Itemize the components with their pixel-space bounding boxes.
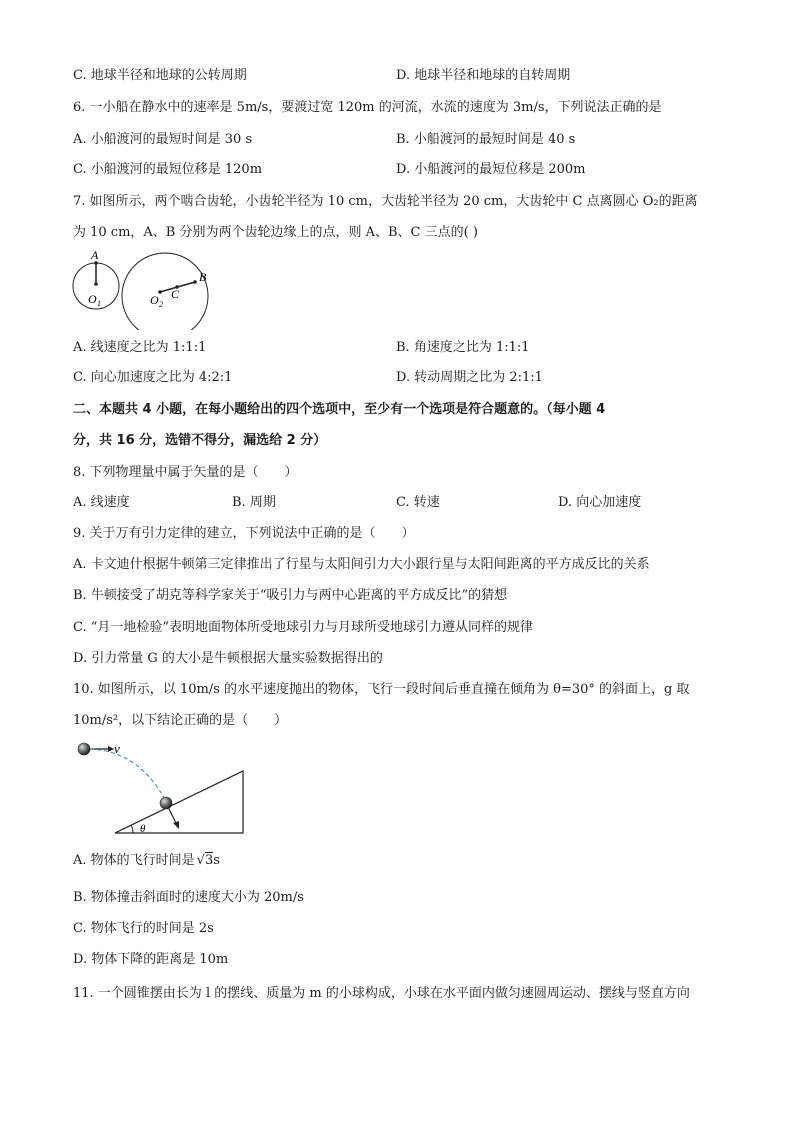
q10-option-d: D. 物体下降的距离是 10m bbox=[73, 952, 229, 967]
label-b: B bbox=[199, 270, 207, 284]
q9-option-d: D. 引力常量 G 的大小是牛顿根据大量实验数据得出的 bbox=[73, 651, 383, 666]
q10-option-b: B. 物体撞击斜面时的速度大小为 20m/s bbox=[73, 890, 304, 905]
gears-figure bbox=[68, 245, 218, 330]
q10-stem-line1: 10. 如图所示，以 10m/s 的水平速度抛出的物体，飞行一段时间后垂直撞在倾角为 θ=30° 的斜面上，g 取 bbox=[73, 682, 690, 697]
q7-option-a: A. 线速度之比为 1:1:1 bbox=[73, 340, 207, 355]
q8-option-d: D. 向心加速度 bbox=[558, 495, 642, 510]
q6-option-d: D. 小船渡河的最短位移是 200m bbox=[396, 162, 586, 177]
q11-stem: 11. 一个圆锥摆由长为 l 的摆线、质量为 m 的小球构成，小球在水平面内做匀速圆周运动、摆线与竖直方向 bbox=[73, 986, 690, 1001]
section-2-heading-line1: 二、本题共 4 小题，在每小题给出的四个选项中，至少有一个选项是符合题意的。（每小题 4 bbox=[73, 402, 606, 417]
incline-projectile-figure bbox=[70, 737, 250, 841]
q9-stem: 9. 关于万有引力定律的建立，下列说法中正确的是（ ） bbox=[73, 526, 415, 541]
q6-stem: 6. 一小船在静水中的速率是 5m/s，要渡过宽 120m 的河流，水流的速度为 3m/s，下列说法正确的是 bbox=[73, 100, 662, 115]
label-o2-sub: 2 bbox=[159, 300, 163, 309]
label-a: A bbox=[91, 248, 99, 262]
q7-option-b: B. 角速度之比为 1:1:1 bbox=[396, 340, 530, 355]
label-o1: O bbox=[88, 292, 97, 306]
q9-option-a: A. 卡文迪什根据牛顿第三定律推出了行星与太阳间引力大小跟行星与太阳间距离的平方成反比的关系 bbox=[73, 557, 650, 572]
label-o2: O bbox=[150, 293, 159, 307]
q6-option-b: B. 小船渡河的最短时间是 40 s bbox=[396, 132, 576, 147]
q6-option-c: C. 小船渡河的最短位移是 120m bbox=[73, 162, 263, 177]
q8-option-c: C. 转速 bbox=[396, 495, 440, 510]
large-gear bbox=[122, 253, 208, 330]
trajectory bbox=[90, 749, 167, 803]
q7-stem-line1: 7. 如图所示，两个啮合齿轮，小齿轮半径为 10 cm，大齿轮半径为 20 cm，大齿轮中 C 点离圆心 O₂的距离 bbox=[73, 194, 698, 209]
q7-stem-line2: 为 10 cm，A、B 分别为两个齿轮边缘上的点，则 A、B、C 三点的( ) bbox=[73, 225, 478, 240]
label-c: C bbox=[171, 287, 180, 301]
ball-start bbox=[78, 743, 90, 755]
q8-option-a: A. 线速度 bbox=[73, 495, 130, 510]
label-theta: θ bbox=[140, 823, 146, 835]
q7-option-d: D. 转动周期之比为 2:1:1 bbox=[396, 370, 543, 385]
q6-option-a: A. 小船渡河的最短时间是 30 s bbox=[73, 132, 253, 147]
section-2-heading-line2: 分，共 16 分，选错不得分，漏选给 2 分） bbox=[73, 433, 327, 448]
q8-stem: 8. 下列物理量中属于矢量的是（ ） bbox=[73, 465, 298, 480]
q10-option-a-text: A. 物体的飞行时间是 bbox=[73, 853, 195, 868]
q5-option-c: C. 地球半径和地球的公转周期 bbox=[73, 68, 247, 83]
q10-stem-line2: 10m/s²，以下结论正确的是（ ） bbox=[73, 713, 288, 728]
ball-impact bbox=[160, 797, 172, 809]
label-o1-sub: 1 bbox=[97, 299, 101, 308]
sqrt-sign: √ bbox=[196, 853, 205, 868]
q9-option-c: C. “月一地检验”表明地面物体所受地球引力与月球所受地球引力遵从同样的规律 bbox=[73, 620, 534, 635]
q9-option-b: B. 牛顿接受了胡克等科学家关于“吸引力与两中心距离的平方成反比”的猜想 bbox=[73, 588, 508, 603]
q10-option-c: C. 物体飞行的时间是 2s bbox=[73, 921, 214, 936]
sqrt-radicand: 3 bbox=[204, 853, 214, 868]
q5-option-d: D. 地球半径和地球的自转周期 bbox=[396, 68, 571, 83]
q7-option-c: C. 向心加速度之比为 4:2:1 bbox=[73, 370, 233, 385]
q10-option-a bbox=[73, 852, 220, 870]
q8-option-b: B. 周期 bbox=[232, 495, 276, 510]
q10-option-a-unit: s bbox=[213, 853, 220, 868]
point-b bbox=[193, 280, 197, 284]
label-v: v bbox=[114, 741, 120, 756]
